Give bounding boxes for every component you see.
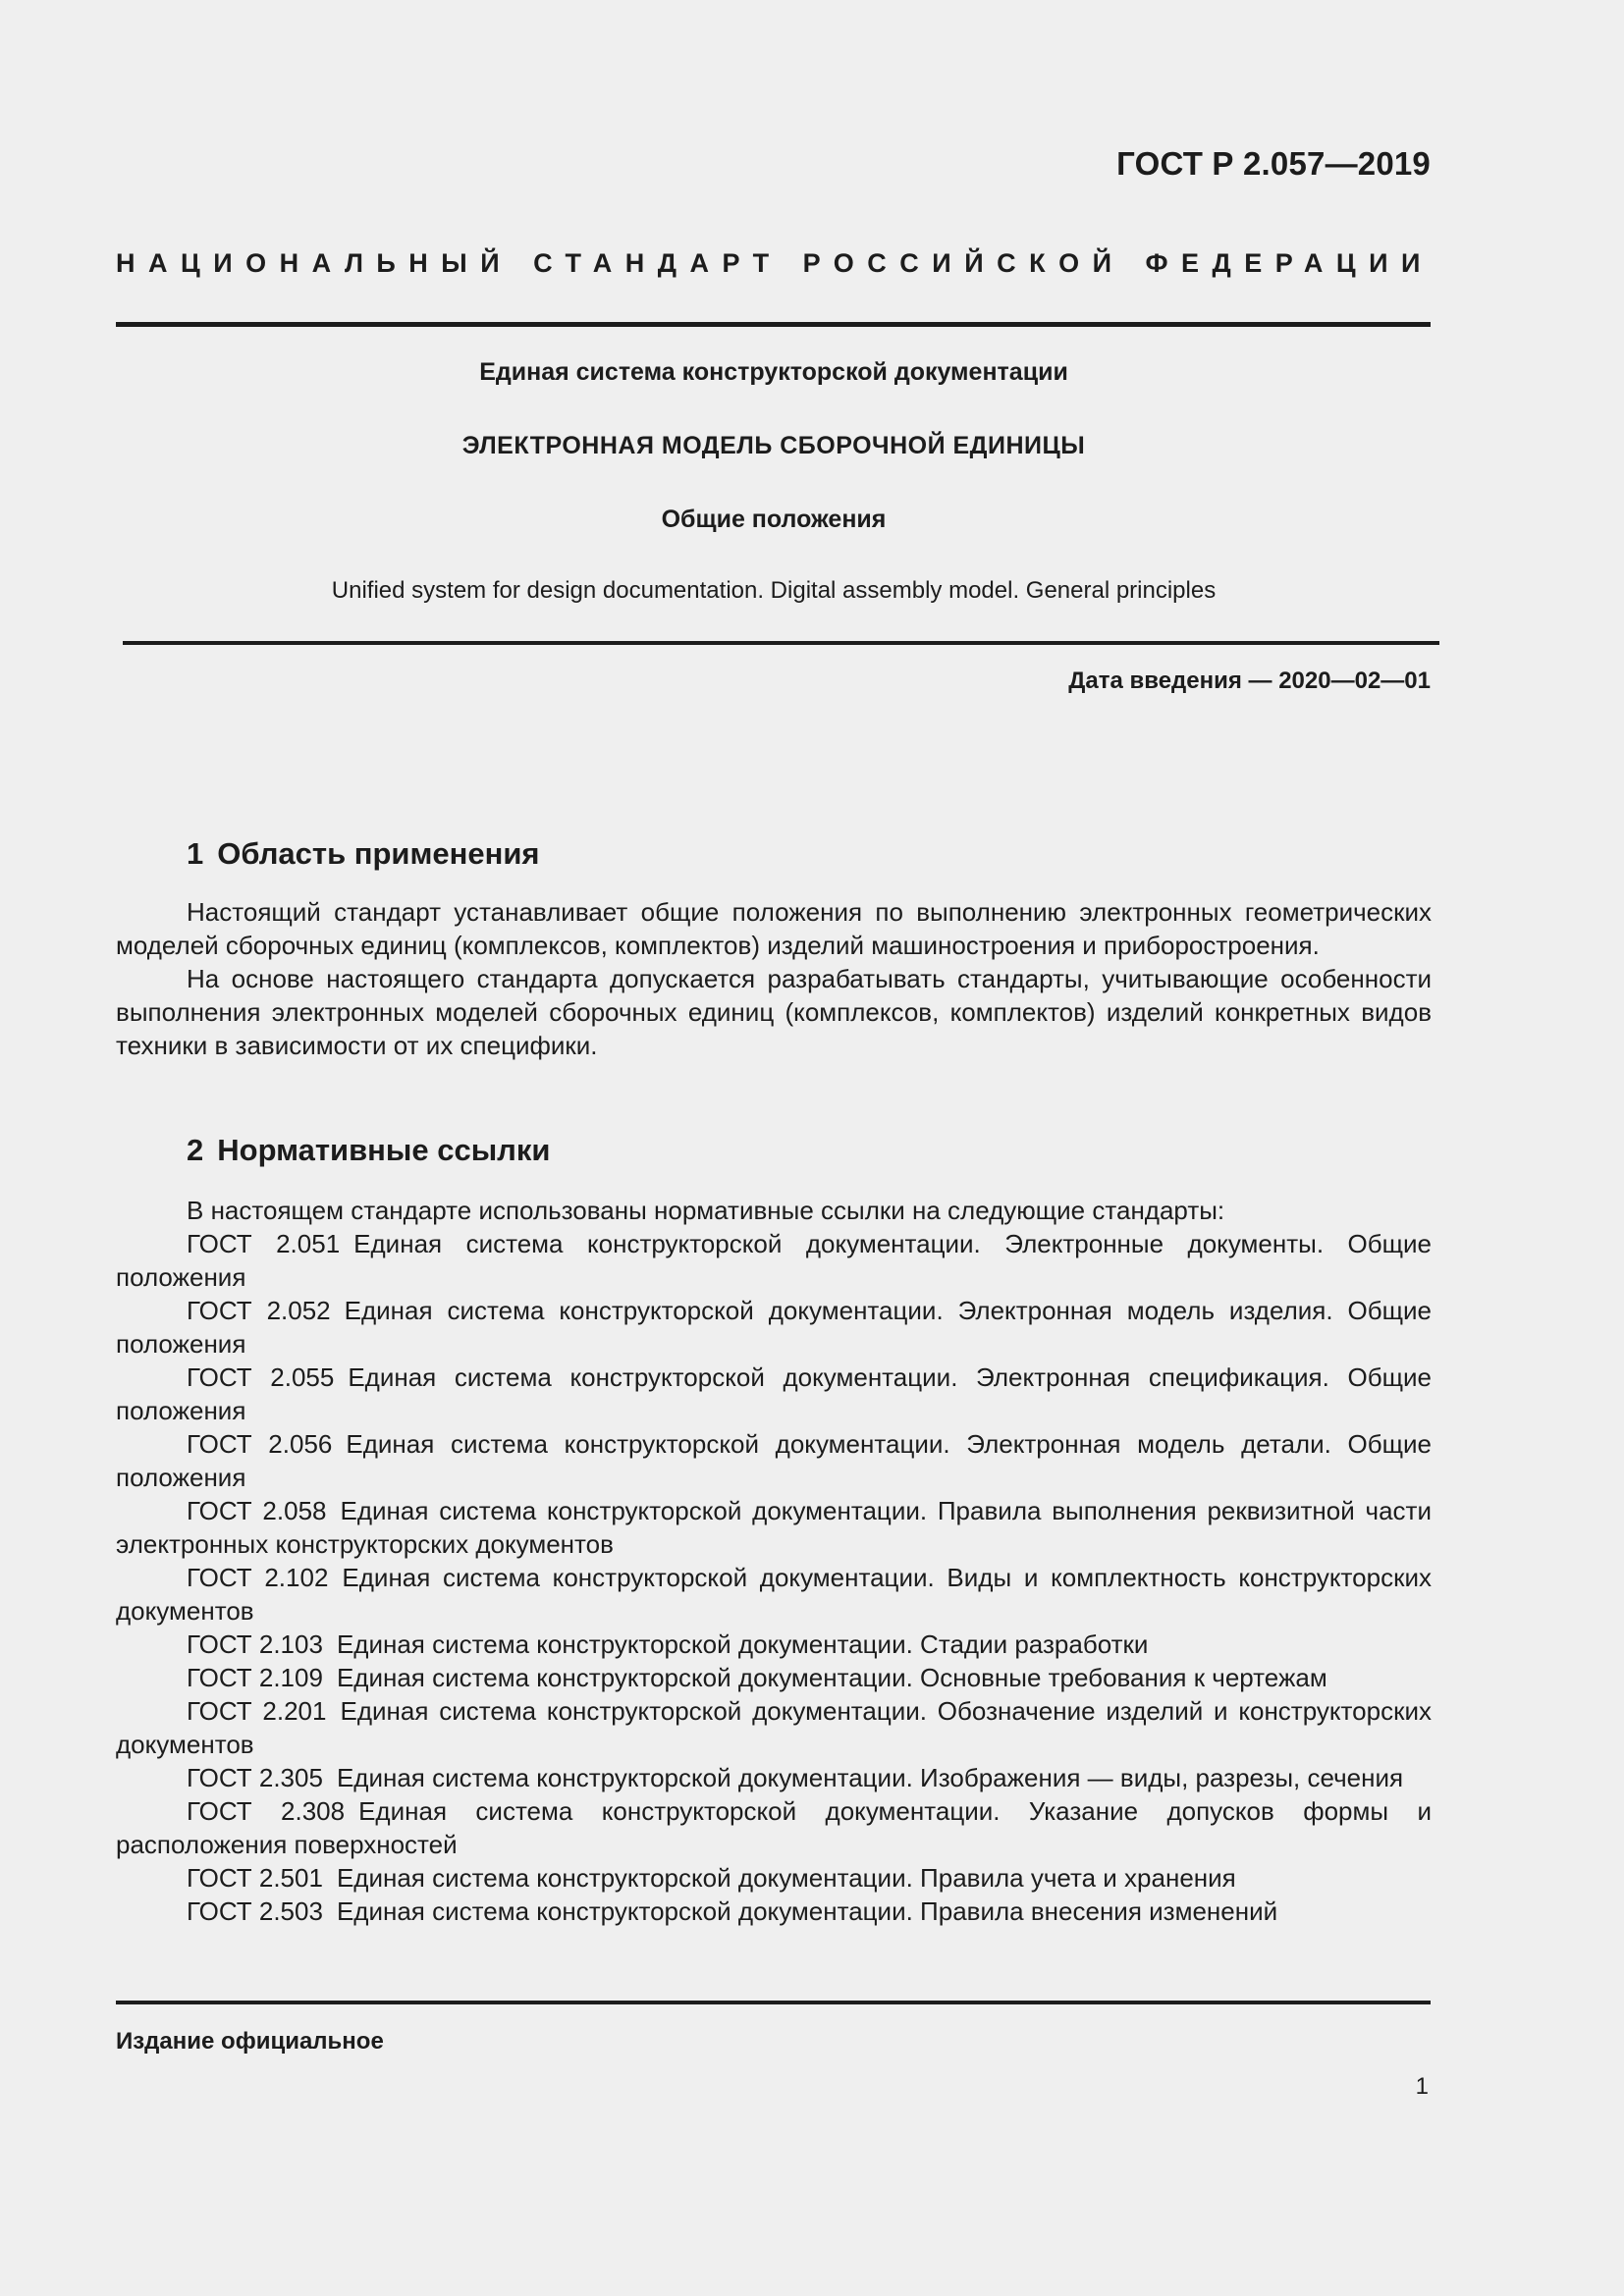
reference-item xyxy=(116,1694,1432,1761)
section-1-number: 1 xyxy=(187,836,204,871)
reference-code: ГОСТ 2.056 xyxy=(187,1429,333,1459)
reference-code: ГОСТ 2.501 xyxy=(187,1863,323,1893)
reference-text: Единая система конструкторской документации. Электронная спецификация. Общие положения xyxy=(116,1362,1432,1425)
reference-code: ГОСТ 2.058 xyxy=(187,1496,327,1525)
reference-code: ГОСТ 2.052 xyxy=(187,1296,331,1325)
section-2-intro: В настоящем стандарте использованы нормативные ссылки на следующие стандарты: xyxy=(187,1196,1225,1225)
section-1-paragraph: На основе настоящего стандарта допускается разрабатывать стандарты, учитывающие особенности выполнения электронных моделей сборочных единиц (комплексов, комплектов) изделий конкретных видов техники в зависимости от их специфики. xyxy=(116,964,1432,1060)
reference-text: Единая система конструкторской документации. Электронная модель детали. Общие положения xyxy=(116,1429,1432,1492)
reference-text: Единая система конструкторской документации. Основные требования к чертежам xyxy=(336,1663,1327,1692)
reference-text: Единая система конструкторской документации. Правила внесения изменений xyxy=(336,1896,1278,1926)
reference-text: Единая система конструкторской документации. Электронные документы. Общие положения xyxy=(116,1229,1432,1292)
reference-code: ГОСТ 2.102 xyxy=(187,1563,329,1592)
reference-item xyxy=(116,1227,1432,1294)
reference-code: ГОСТ 2.503 xyxy=(187,1896,323,1926)
reference-text: Единая система конструкторской документации. Виды и комплектность конструкторских документов xyxy=(116,1563,1432,1626)
section-2-body xyxy=(116,1194,1432,1928)
section-1-title: Область применения xyxy=(217,836,540,871)
reference-code: ГОСТ 2.103 xyxy=(187,1629,323,1659)
section-2-title: Нормативные ссылки xyxy=(217,1133,551,1167)
reference-text: Единая система конструкторской документации. Правила выполнения реквизитной части электронных конструкторских документов xyxy=(116,1496,1432,1559)
reference-item xyxy=(116,1294,1432,1361)
introduction-date: Дата введения — 2020—02—01 xyxy=(1068,667,1431,694)
section-1-heading xyxy=(187,836,540,872)
reference-item xyxy=(116,1561,1432,1628)
section-2-heading xyxy=(187,1133,550,1168)
reference-code: ГОСТ 2.305 xyxy=(187,1763,323,1792)
top-divider xyxy=(116,322,1431,327)
reference-text: Единая система конструкторской документации. Обозначение изделий и конструкторских документов xyxy=(116,1696,1432,1759)
reference-item xyxy=(116,1895,1432,1928)
reference-code: ГОСТ 2.055 xyxy=(187,1362,335,1392)
page-number: 1 xyxy=(1415,2073,1429,2100)
reference-text: Единая система конструкторской документации. Правила учета и хранения xyxy=(336,1863,1236,1893)
standard-number: ГОСТ Р 2.057—2019 xyxy=(1116,145,1431,182)
section-1-body xyxy=(116,895,1432,1062)
title-main: ЭЛЕКТРОННАЯ МОДЕЛЬ СБОРОЧНОЙ ЕДИНИЦЫ xyxy=(461,432,1086,459)
reference-code: ГОСТ 2.308 xyxy=(187,1796,346,1826)
reference-code: ГОСТ 2.201 xyxy=(187,1696,327,1726)
reference-item xyxy=(116,1361,1432,1427)
reference-item xyxy=(116,1427,1432,1494)
reference-item xyxy=(116,1628,1432,1661)
title-subtitle: Общие положения xyxy=(661,506,887,533)
official-edition-label: Издание официальное xyxy=(116,2028,384,2055)
reference-item xyxy=(116,1494,1432,1561)
reference-text: Единая система конструкторской документации. Изображения — виды, разрезы, сечения xyxy=(336,1763,1404,1792)
reference-text: Единая система конструкторской документации. Указание допусков формы и расположения поверхностей xyxy=(116,1796,1432,1859)
reference-item xyxy=(116,1661,1432,1694)
title-english: Unified system for design documentation. Digital assembly model. General principles xyxy=(331,577,1217,604)
reference-code: ГОСТ 2.051 xyxy=(187,1229,341,1258)
reference-text: Единая система конструкторской документации. Стадии разработки xyxy=(336,1629,1149,1659)
reference-code: ГОСТ 2.109 xyxy=(187,1663,323,1692)
section-2-number: 2 xyxy=(187,1133,204,1167)
title-system: Единая система конструкторской документации xyxy=(479,358,1068,386)
national-standard-banner: НАЦИОНАЛЬНЫЙ СТАНДАРТ РОССИЙСКОЙ ФЕДЕРАЦИИ xyxy=(116,248,1434,278)
reference-item xyxy=(116,1761,1432,1794)
section-1-paragraph: Настоящий стандарт устанавливает общие положения по выполнению электронных геометрических моделей сборочных единиц (комплексов, комплектов) изделий машиностроения и приборостроения. xyxy=(116,897,1432,960)
title-divider xyxy=(123,641,1439,645)
reference-item xyxy=(116,1861,1432,1895)
reference-item xyxy=(116,1794,1432,1861)
reference-text: Единая система конструкторской документации. Электронная модель изделия. Общие положения xyxy=(116,1296,1432,1359)
footer-divider xyxy=(116,2001,1431,2004)
